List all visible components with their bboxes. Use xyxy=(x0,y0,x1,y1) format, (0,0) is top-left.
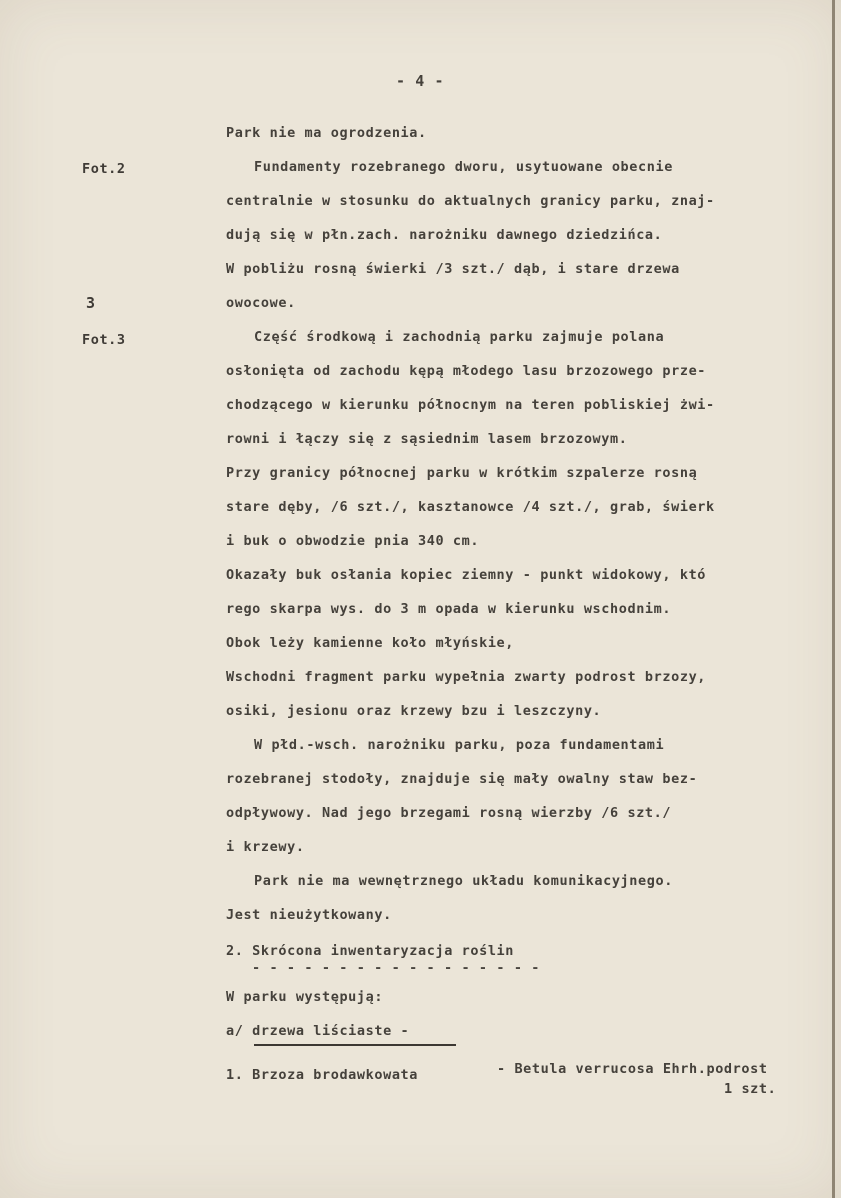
page-number: - 4 - xyxy=(396,72,445,90)
body-line: Jest nieużytkowany. xyxy=(226,907,392,923)
body-line: rego skarpa wys. do 3 m opada w kierunku wschodnim. xyxy=(226,601,672,617)
body-line: W pobliżu rosną świerki /3 szt./ dąb, i stare drzewa xyxy=(226,261,680,277)
body-line: rowni i łączy się z sąsiednim lasem brzozowym. xyxy=(226,431,628,447)
body-line: osłonięta od zachodu kępą młodego lasu brzozowego prze- xyxy=(226,363,707,379)
body-line: i krzewy. xyxy=(226,839,305,855)
subsection-heading: a/ drzewa liściaste - xyxy=(226,1023,410,1039)
species-name: 1. Brzoza brodawkowata xyxy=(226,1067,419,1083)
body-line: Przy granicy północnej parku w krótkim szpalerze rosną xyxy=(226,465,698,481)
body-line: Część środkową i zachodnią parku zajmuje polana xyxy=(254,329,665,345)
page-edge-shadow xyxy=(832,0,835,1198)
margin-note-3: 3 xyxy=(86,294,96,312)
body-line: owocowe. xyxy=(226,295,296,311)
body-line: i buk o obwodzie pnia 340 cm. xyxy=(226,533,480,549)
species-latin: - Betula verrucosa Ehrh.podrost xyxy=(497,1061,768,1077)
section-heading-underline: - - - - - - - - - - - - - - - - - xyxy=(252,960,541,976)
body-line: Okazały buk osłania kopiec ziemny - punkt widokowy, któ xyxy=(226,567,707,583)
body-line: Wschodni fragment parku wypełnia zwarty podrost brzozy, xyxy=(226,669,707,685)
body-line: stare dęby, /6 szt./, kasztanowce /4 szt./, grab, świerk xyxy=(226,499,715,515)
margin-note-fot3: Fot.3 xyxy=(82,332,126,348)
body-line: W płd.-wsch. narożniku parku, poza fundamentami xyxy=(254,737,665,753)
body-line: centralnie w stosunku do aktualnych granicy parku, znaj- xyxy=(226,193,715,209)
body-line: chodzącego w kierunku północnym na teren pobliskiej żwi- xyxy=(226,397,715,413)
subsection-underline xyxy=(254,1044,456,1046)
body-line: dują się w płn.zach. narożniku dawnego dziedzińca. xyxy=(226,227,663,243)
body-line: osiki, jesionu oraz krzewy bzu i leszczyny. xyxy=(226,703,602,719)
body-line: Park nie ma wewnętrznego układu komunikacyjnego. xyxy=(254,873,673,889)
body-line: rozebranej stodoły, znajduje się mały owalny staw bez- xyxy=(226,771,698,787)
body-line: odpływowy. Nad jego brzegami rosną wierzby /6 szt./ xyxy=(226,805,672,821)
margin-note-fot2: Fot.2 xyxy=(82,161,126,177)
species-count: 1 szt. xyxy=(724,1081,777,1097)
body-line: Obok leży kamienne koło młyńskie, xyxy=(226,635,515,651)
intro-line: W parku występują: xyxy=(226,989,384,1005)
section-heading: 2. Skrócona inwentaryzacja roślin xyxy=(226,943,515,959)
body-line: Fundamenty rozebranego dworu, usytuowane obecnie xyxy=(254,159,673,175)
body-line: Park nie ma ogrodzenia. xyxy=(226,125,427,141)
